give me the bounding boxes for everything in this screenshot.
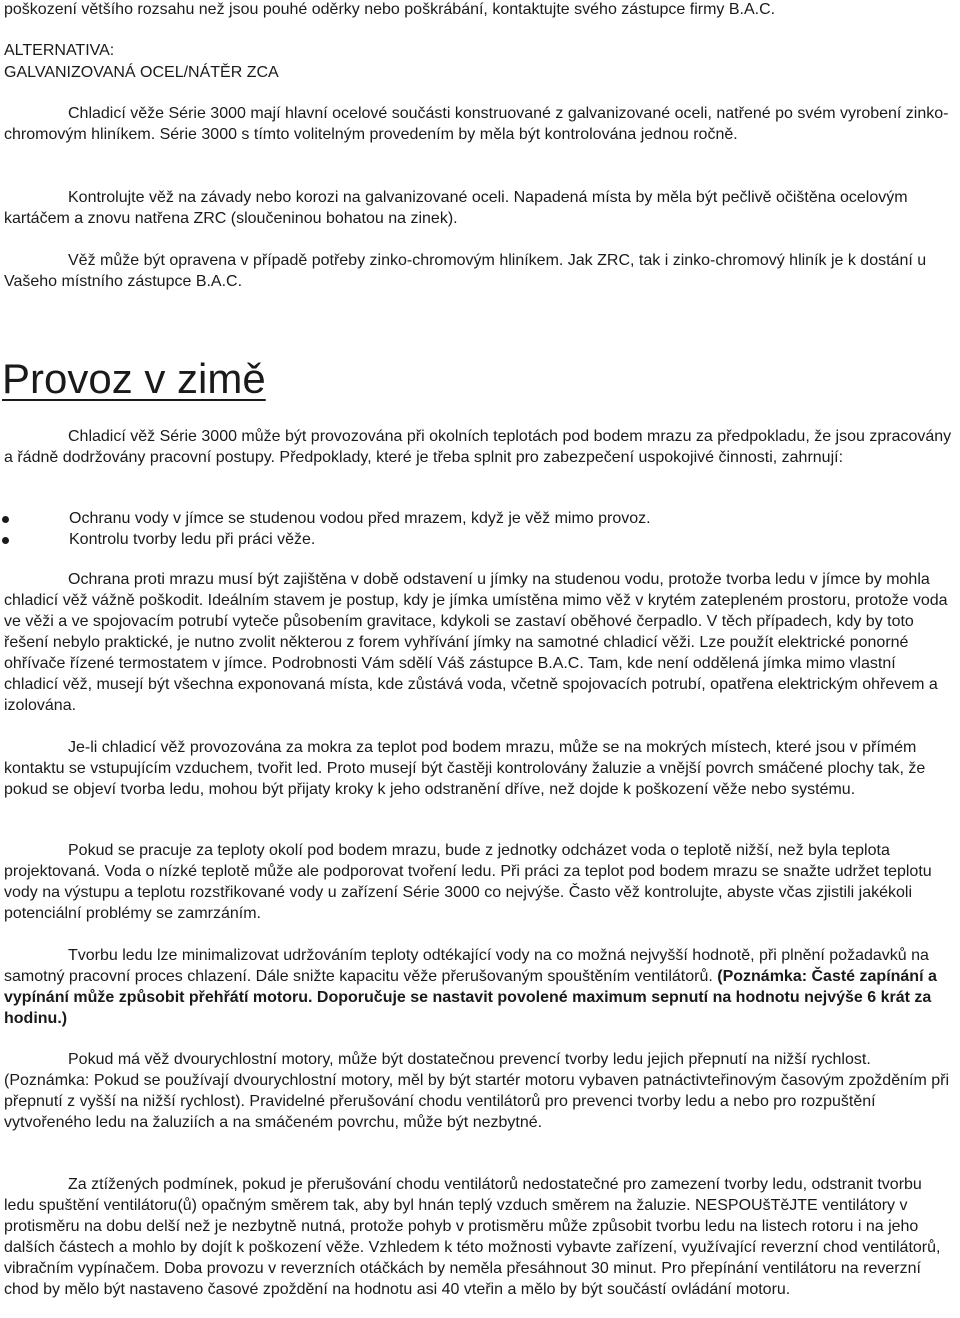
winter-paragraph-1: Chladicí věž Série 3000 může být provozována při okolních teplotách pod bodem mrazu za předpokladu, že jsou zpracovány a řádně dodržovány pracovní postupy. Předpoklady, které je třeba splnit pro zabezpečení uspokojivé činnosti, zahrnují: — [4, 428, 952, 466]
winter-paragraph-5 — [4, 945, 954, 1029]
winter-paragraph-7: Za ztížených podmínek, pokud je přerušování chodu ventilátorů nedostatečné pro zamezení tvorby ledu, odstranit tvorbu ledu spuštění ventilátoru(ů) opačným směrem tak, aby byl hnán teplý vzduch směrem na žaluzie. NESPOUšTěJTE ventilátory v protisměru na dobu delší než je nezbytně nutná, protože pohyb v protisměru může způsobit tvorbu ledu na listech rotoru i na jeho dalších částech a mohlo by dojít k poškození věže. Vzhledem k této možnosti vybavte zařízení, využívající reverzní chod ventilátorů, vibračním vypínačem. Doba provozu v reverzních otáčkách by neměla přesáhnout 30 minut. Pro přepínání ventilátoru na reverzní chod by mělo být nastaveno časové zpoždění na hodnotu asi 40 vteřin a mělo by být součástí ovládání motoru. — [4, 1176, 941, 1298]
alternative-paragraph-1: Chladicí věže Série 3000 mají hlavní ocelové součásti konstruované z galvanizované oceli, natřené po svém vyrobení zinko-chromovým hliníkem. Série 3000 s tímto volitelným provedením by měla být kontrolována jednou ročně. — [4, 105, 949, 143]
requirements-list — [0, 508, 651, 550]
winter-paragraph-4: Pokud se pracuje za teploty okolí pod bodem mrazu, bude z jednotky odcházet voda o teplotě nižší, než byla teplota projektovaná. Voda o nízké teplotě může ale podporovat tvoření ledu. Při práci za teplot pod bodem mrazu se snažte udržet teplotu vody na výstupu a teplotu rozstřikované vody u zařízení Série 3000 co nejvýše. Často věž kontrolujte, abyste včas zjistili jakékoli potenciální problémy se zamrzáním. — [4, 842, 932, 922]
winter-paragraph-3: Je-li chladicí věž provozována za mokra za teplot pod bodem mrazu, může se na mokrých místech, které jsou v přímém kontaktu se vstupujícím vzduchem, tvořit led. Proto musejí být častěji kontrolovány žaluzie a vnější povrch smáčené plochy tak, že pokud se objeví tvorba ledu, mohou být přijaty kroky k jeho odstranění dříve, než dojde k poškození věže nebo systému. — [4, 739, 926, 798]
winter-paragraph-6: Pokud má věž dvourychlostní motory, může být dostatečnou prevencí tvorby ledu jejich přepnutí na nižší rychlost. (Poznámka: Pokud se používají dvourychlostní motory, měl by být startér motoru vybaven patnáctivteřinovým časovým zpožděním při přepnutí z vyšší na nižší rychlost). Pravidelné přerušování chodu ventilátorů pro prevenci tvorby ledu a nebo pro rozpuštění vytvořeného ledu na žaluziích a na smáčeném povrchu, může být nezbytné. — [4, 1051, 949, 1131]
alternative-paragraph-3: Věž může být opravena v případě potřeby zinko-chromovým hliníkem. Jak ZRC, tak i zinko-chromový hliník je k dostání u Vašeho místního zástupce B.A.C. — [4, 252, 927, 290]
alternative-paragraph-2: Kontrolujte věž na závady nebo korozi na galvanizované oceli. Napadená místa by měla být pečlivě očištěna ocelovým kartáčem a znovu natřena ZRC (sloučeninou bohatou na zinek). — [4, 189, 908, 227]
list-item-text: Kontrolu tvorby ledu při práci věže. — [69, 531, 316, 548]
alternative-heading: GALVANIZOVANÁ OCEL/NÁTĚR ZCA — [4, 64, 279, 81]
winter-paragraph-2: Ochrana proti mrazu musí být zajištěna v době odstavení u jímky na studenou vodu, protože tvorba ledu v jímce by mohla chladicí věž vážně poškodit. Ideálním stavem je postup, kdy je jímka umístěna mimo věž v krytém zatepleném prostoru, protože voda ve věži a ve spojovacím potrubí vyteče působením gravitace, kdykoli se zastaví oběhové čerpadlo. V těch případech, kdy by toto řešení nebylo praktické, je nutno zvolit některou z forem vyhřívání jímky na samotné chladicí věži. Lze použít elektrické ponorné ohřívače řízené termostatem v jímce. Podrobnosti Vám sdělí Váš zástupce B.A.C. Tam, kde není oddělená jímka mimo vlastní chladicí věž, musejí být všechna exponovaná místa, kde zůstává voda, včetně spojovacích potrubí, opatřena elektrickým ohřevem a izolována. — [4, 571, 948, 714]
motor-warning-note: (Poznámka: Časté zapínání a vypínání může způsobit přehřátí motoru. Doporučuje se nastavit povolené maximum sepnutí na hodnotu nejvýše 6 krát za hodinu.) — [4, 968, 937, 1027]
alternative-label: ALTERNATIVA: — [4, 42, 115, 59]
list-item-text: Ochranu vody v jímce se studenou vodou před mrazem, když je věž mimo provoz. — [69, 510, 651, 527]
list-item — [0, 508, 651, 529]
section-title: Provoz v zimě — [2, 355, 266, 402]
bullet-icon — [2, 516, 9, 523]
winter-paragraph-5-text: Tvorbu ledu lze minimalizovat udržováním teploty odtékající vody na co možná nejvyšší hodnotě, při plnění požadavků na samotný pracovní proces chlazení. Dále snižte kapacitu věže přerušovaným spouštěním ventilátorů. — [4, 947, 929, 985]
bullet-icon — [2, 537, 9, 544]
intro-tail-text: poškození většího rozsahu než jsou pouhé oděrky nebo poškrábání, kontaktujte svého zástupce firmy B.A.C. — [4, 1, 776, 18]
list-item — [0, 529, 651, 550]
